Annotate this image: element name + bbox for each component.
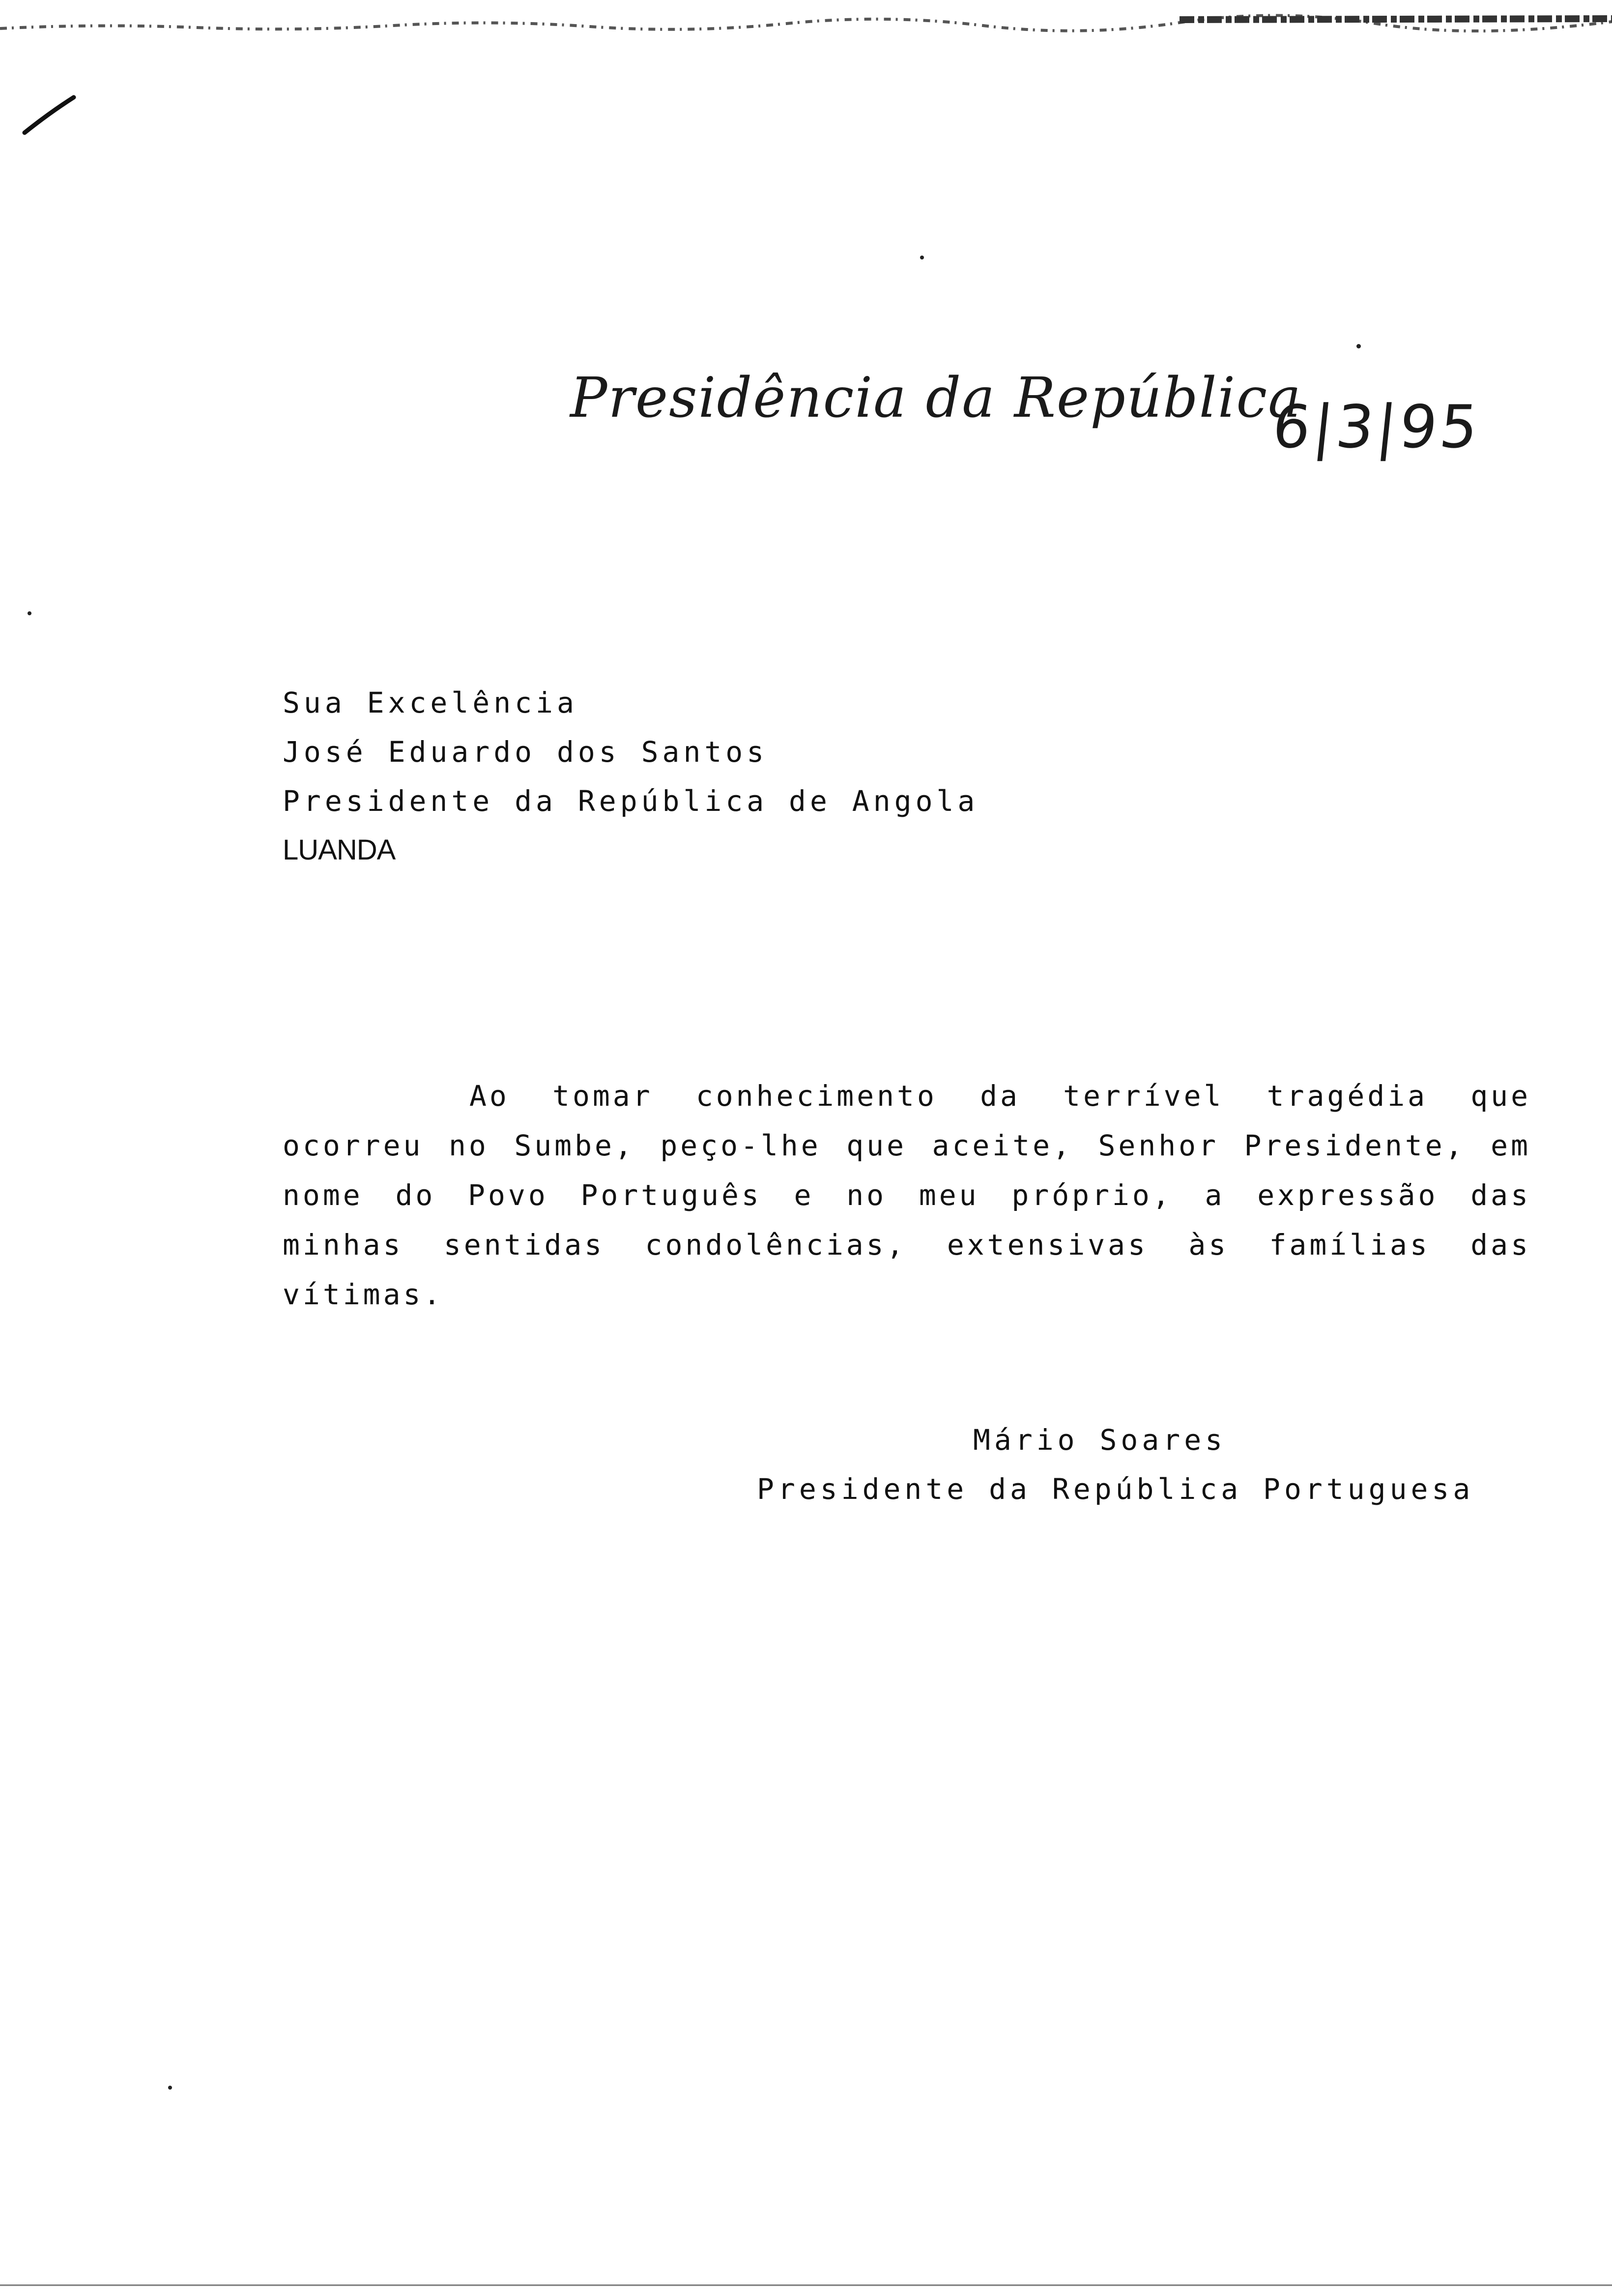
scan-edge-line-bottom (0, 2280, 1612, 2290)
addressee-salutation: Sua Excelência (283, 686, 578, 719)
signature-name: Mário Soares (973, 1423, 1227, 1457)
addressee-title: Presidente da República de Angola (283, 784, 979, 818)
scan-edge-noise-top (0, 9, 1612, 38)
signature-block (757, 1415, 1494, 1514)
pen-stroke-mark (20, 93, 79, 138)
speck (168, 2086, 172, 2090)
letterhead-title: Presidência da República (570, 366, 1302, 430)
addressee-city: LUANDA (283, 834, 396, 866)
addressee-name: José Eduardo dos Santos (283, 735, 768, 769)
speck (920, 256, 924, 259)
handwritten-date: 6|3|95 (1269, 393, 1484, 461)
signature-title: Presidente da República Portuguesa (757, 1472, 1474, 1506)
speck (1356, 344, 1361, 348)
addressee-block (283, 678, 1167, 875)
speck (28, 611, 31, 615)
letter-body-paragraph: Ao tomar conhecimento da terrível tragédia que ocorreu no Sumbe, peço-lhe que aceite, Senhor Presidente, em nome do Povo Português e no meu próprio, a expressão das minhas sentidas condolências, extensivas às famílias das vítimas. (283, 1079, 1531, 1311)
